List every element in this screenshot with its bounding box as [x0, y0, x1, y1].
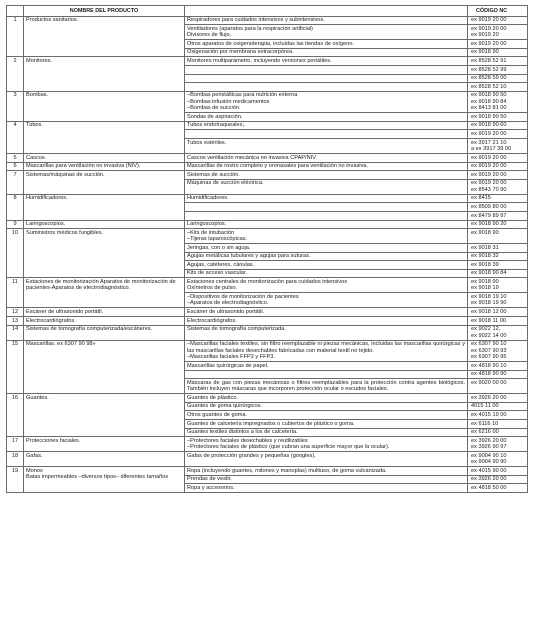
product-description: Mascarillas de rostro completo y oronasales para ventilación no invasiva. — [185, 162, 468, 171]
nc-code: ex 8509 80 00 — [468, 203, 528, 212]
table-row — [7, 91, 528, 112]
nc-code: ex 8528 52 99 — [468, 65, 528, 74]
nc-code: ex 8415 — [468, 194, 528, 203]
nc-code: ex 4818 90 10 — [468, 362, 528, 371]
item-number: 15 — [7, 340, 24, 394]
product-description: Kits de acceso vascular. — [185, 269, 468, 278]
product-name: Laringoscopios. — [24, 220, 185, 229]
header-product-name: NOMBRE DEL PRODUCTO — [24, 6, 185, 17]
item-number: 8 — [7, 194, 24, 220]
nc-code: ex 8479 89 97 — [468, 211, 528, 220]
product-description — [185, 83, 468, 92]
product-description: Tubos endotraqueales;. — [185, 121, 468, 130]
product-description — [185, 130, 468, 139]
product-description — [185, 370, 468, 379]
product-description: Mascarillas quirúrgicas de papel. — [185, 362, 468, 371]
item-number: 3 — [7, 91, 24, 121]
product-description: Humidificadores. — [185, 194, 468, 203]
product-name: Protecciones faciales. — [24, 437, 185, 452]
product-description: Máscaras de gas con piezas mecánicas o filtros reemplazables para la protección contra agentes biológicos. También incluyen máscaras que incorporen protección ocular o escudos faciales. — [185, 379, 468, 394]
nc-code: ex 3926 20 00 — [468, 475, 528, 484]
table-row — [7, 229, 528, 244]
nc-code: ex 9018 90 — [468, 48, 528, 57]
table-row — [7, 317, 528, 326]
product-name: Cascos. — [24, 153, 185, 162]
product-name: Productos sanitarios. — [24, 16, 185, 57]
nc-code: ex 9018 19 10 ex 9018 19 90 — [468, 293, 528, 308]
product-description: –Kits de intubación –Tijeras laparoscópicas. — [185, 229, 468, 244]
nc-code: ex 9018 39 — [468, 261, 528, 270]
nc-code: 4015 11 00 — [468, 402, 528, 411]
product-description: Otros guantes de goma. — [185, 411, 468, 420]
product-name: Bombas. — [24, 91, 185, 121]
nc-code: ex 3926 20 00 — [468, 394, 528, 403]
product-name: Humidificadores. — [24, 194, 185, 220]
nc-code: ex 9018 31 — [468, 244, 528, 253]
product-description — [185, 211, 468, 220]
table-row — [7, 153, 528, 162]
table-body — [7, 16, 528, 492]
item-number: 13 — [7, 317, 24, 326]
table-row — [7, 278, 528, 293]
nc-code: ex 9018 90 84 — [468, 269, 528, 278]
nc-code: ex 9022 12, ex 9022 14 00 — [468, 325, 528, 340]
table-row — [7, 57, 528, 66]
item-number: 1 — [7, 16, 24, 57]
nc-code: ex 6216 00 — [468, 428, 528, 437]
item-number: 16 — [7, 394, 24, 437]
product-description: Agujas, catéteres, cánulas. — [185, 261, 468, 270]
product-code-table — [6, 5, 528, 493]
nc-code: ex 9018 90 60 — [468, 121, 528, 130]
nc-code: ex 9018 90 ex 9018 19 — [468, 278, 528, 293]
product-description: Escáner de ultrasonido portátil. — [185, 308, 468, 317]
nc-code: ex 9019 20 00 — [468, 153, 528, 162]
product-description: Guantes textiles distintos a los de calcetería. — [185, 428, 468, 437]
nc-code: ex 8528 52 10 — [468, 83, 528, 92]
nc-code: ex 4015 90 00 — [468, 467, 528, 476]
table-row — [7, 171, 528, 180]
product-description: Oxigenación por membrana extracorpórea. — [185, 48, 468, 57]
item-number: 5 — [7, 153, 24, 162]
table-row — [7, 194, 528, 203]
table-row — [7, 308, 528, 317]
product-name: Sistemas de tomografía computerizada/escáneres. — [24, 325, 185, 340]
product-name: Escáner de ultrasonido portátil. — [24, 308, 185, 317]
item-number: 17 — [7, 437, 24, 452]
table-row — [7, 340, 528, 361]
item-number: 6 — [7, 162, 24, 171]
nc-code: ex 4818 50 00 — [468, 484, 528, 493]
nc-code: ex 9019 20 00 — [468, 40, 528, 49]
product-description — [185, 203, 468, 212]
nc-code: ex 9019 20 00 ex 9019 20 — [468, 25, 528, 40]
product-description: Jeringas, con o sin aguja. — [185, 244, 468, 253]
table-row — [7, 325, 528, 340]
product-code-document — [6, 5, 527, 493]
product-description: Guantes de goma quirúrgicos. — [185, 402, 468, 411]
item-number: 19 — [7, 467, 24, 493]
nc-code: ex 6307 90 10 ex 6307 90 93 ex 6307 90 95 — [468, 340, 528, 361]
product-description: Agujas metálicas tubulares y agujas para suturas. — [185, 252, 468, 261]
product-name: Tubos. — [24, 121, 185, 153]
header-number — [7, 6, 24, 17]
product-description: Ropa y accesorios. — [185, 484, 468, 493]
nc-code: ex 9004 90 10 ex 9004 90 90 — [468, 452, 528, 467]
item-number: 4 — [7, 121, 24, 153]
nc-code: ex 9018 90 20 — [468, 220, 528, 229]
nc-code: ex 9018 11 00 — [468, 317, 528, 326]
nc-code: ex 6116 10 — [468, 420, 528, 429]
product-description: Sondas de aspiración. — [185, 113, 468, 122]
nc-code: ex 9019 20 00 — [468, 171, 528, 180]
nc-code: ex 9018 90 — [468, 229, 528, 244]
item-number: 9 — [7, 220, 24, 229]
product-name: Mascarillas. ex 6307 90 98» — [24, 340, 185, 394]
nc-code: ex 3917 21 10 a ex 3917 39 00 — [468, 138, 528, 153]
table-row — [7, 452, 528, 467]
table-row — [7, 121, 528, 130]
product-description: Cascos ventilación mecánica no invasiva CPAP/NIV. — [185, 153, 468, 162]
nc-code: ex 9019 20 00 — [468, 130, 528, 139]
nc-code: ex 8528 52 91 — [468, 57, 528, 66]
product-description: Estaciones centrales de monitorización para cuidados intensivos Oxímetros de pulso. — [185, 278, 468, 293]
table-row — [7, 437, 528, 452]
product-name: Mascarillas para ventilación no invasiva (NIV). — [24, 162, 185, 171]
nc-code: ex 4015 19 00 — [468, 411, 528, 420]
product-name: Sistemas/máquinas de succión. — [24, 171, 185, 195]
nc-code: ex 9019 20 00 — [468, 16, 528, 25]
item-number: 10 — [7, 229, 24, 278]
product-description: Prendas de vestir. — [185, 475, 468, 484]
header-code-nc: CÓDIGO NC — [468, 6, 528, 17]
product-name: Monitores. — [24, 57, 185, 91]
nc-code: ex 9019 20 00 ex 8543 70 90 — [468, 179, 528, 194]
product-description: Máquinas de succión eléctrica. — [185, 179, 468, 194]
nc-code: ex 9018 12 00 — [468, 308, 528, 317]
product-description: Laringoscopios. — [185, 220, 468, 229]
item-number: 12 — [7, 308, 24, 317]
product-description: Respiradores para cuidados intensivos y subintensivos. — [185, 16, 468, 25]
product-description: Guantes de calcetería impregnados o cubiertos de plástico o goma. — [185, 420, 468, 429]
product-name: Gafas. — [24, 452, 185, 467]
product-description: Ropa (incluyendo guantes, mitones y manoplas) multiuso, de goma vulcanizada. — [185, 467, 468, 476]
product-description: Ventiladores (aparatos para la respiración artificial) Divisores de flujo. — [185, 25, 468, 40]
product-description: Sistemas de tomografía computerizada. — [185, 325, 468, 340]
table-row — [7, 16, 528, 25]
product-description: Monitores multiparámetro, incluyendo versiones portátiles. — [185, 57, 468, 66]
product-description: Otros aparatos de oxigenoterapia, incluidas las tiendas de oxígeno. — [185, 40, 468, 49]
item-number: 7 — [7, 171, 24, 195]
table-row — [7, 467, 528, 476]
product-description: Gafas de protección grandes y pequeñas (googles). — [185, 452, 468, 467]
nc-code: ex 3926 20 00 ex 3926 90 97 — [468, 437, 528, 452]
product-description — [185, 65, 468, 74]
nc-code: ex 9019 20 00 — [468, 162, 528, 171]
nc-code: ex 9018 90 50 ex 9018 90 84 ex 8413 81 00 — [468, 91, 528, 112]
product-description: –Protectores faciales desechables y reutilizables –Protectores faciales de plástico (que cubran una superficie mayor que la ocular). — [185, 437, 468, 452]
product-description: –Dispositivos de monitorización de pacientes –Aparatos de electrodiagnóstico. — [185, 293, 468, 308]
nc-code: ex 9020 00 00 — [468, 379, 528, 394]
item-number: 18 — [7, 452, 24, 467]
item-number: 11 — [7, 278, 24, 308]
product-name: Guantes. — [24, 394, 185, 437]
nc-code: ex 9018 90 50 — [468, 113, 528, 122]
table-row — [7, 394, 528, 403]
product-description: –Bombas peristálticas para nutrición externa –Bombas infusión medicamentos –Bombas de succión. — [185, 91, 468, 112]
header-description — [185, 6, 468, 17]
product-name: Estaciones de monitorización Aparatos de monitorización de pacientes-Aparatos de electrodiagnóstico. — [24, 278, 185, 308]
item-number: 2 — [7, 57, 24, 91]
table-row — [7, 220, 528, 229]
product-description — [185, 74, 468, 83]
product-name: Electrocardiógrafos. — [24, 317, 185, 326]
product-description: –Mascarillas faciales textiles, sin filtro reemplazable ni piezas mecánicas, incluidas las mascarillas quirúrgicas y las mascarillas faciales desechables fabricadas con material textil no tejido. –Mascarillas faciales FFP2 y FFP3. — [185, 340, 468, 361]
product-description: Sistemas de succión. — [185, 171, 468, 180]
product-description: Tubos estériles. — [185, 138, 468, 153]
nc-code: ex 9018 32 — [468, 252, 528, 261]
table-header-row — [7, 6, 528, 17]
product-description: Guantes de plástico. — [185, 394, 468, 403]
nc-code: ex 4818 90 90 — [468, 370, 528, 379]
product-description: Electrocardiógrafos. — [185, 317, 468, 326]
nc-code: ex 8528 59 00 — [468, 74, 528, 83]
product-name: Monos Batas impermeables –diversos tipos– diferentes tamaños — [24, 467, 185, 493]
item-number: 14 — [7, 325, 24, 340]
product-name: Suministros médicos fungibles. — [24, 229, 185, 278]
table-row — [7, 162, 528, 171]
